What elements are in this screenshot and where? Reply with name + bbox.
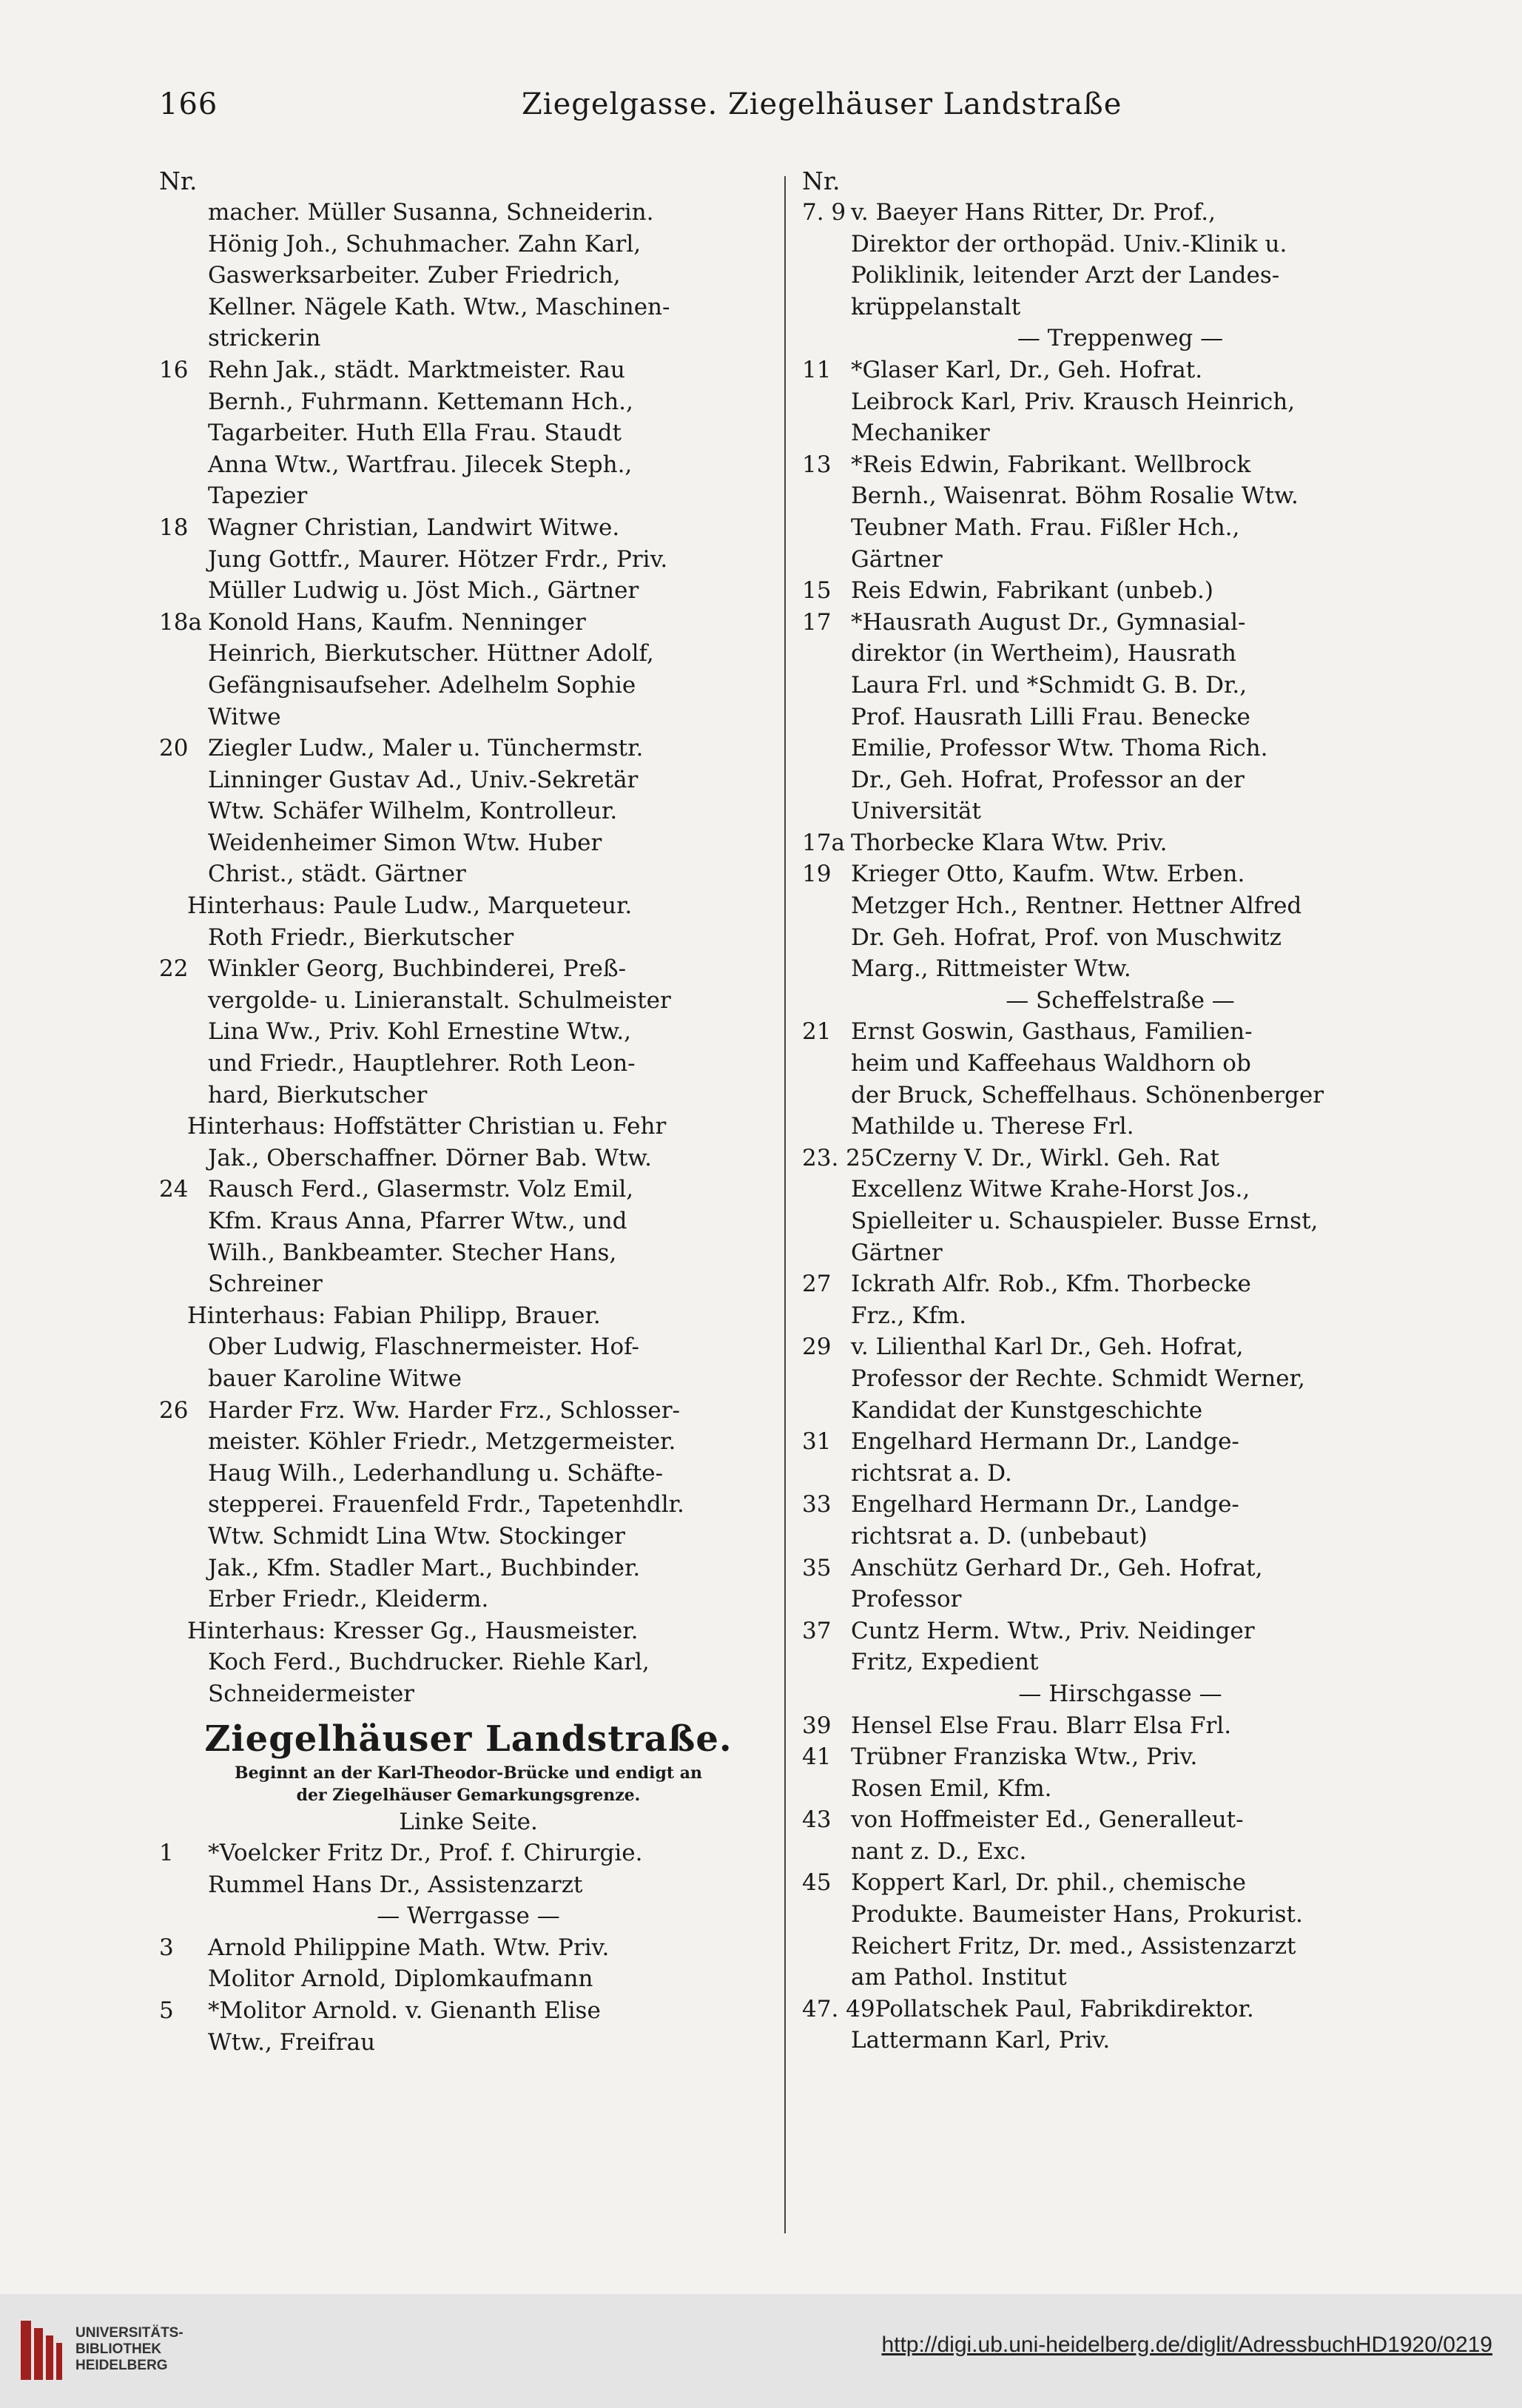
entry-text: Engelhard Hermann Dr., Landge- <box>851 1428 1239 1456</box>
cross-street-label: — Treppenweg — <box>1017 325 1224 352</box>
entry-line <box>802 1836 1438 1868</box>
entry-line <box>802 260 1438 292</box>
entry-line <box>159 1363 778 1395</box>
entry-text: vergolde- u. Linieranstalt. Schulmeister <box>208 986 671 1014</box>
library-name-line1: UNIVERSITÄTS- <box>75 2325 183 2341</box>
entry-text: Wtw., Freifrau <box>208 2028 376 2056</box>
entry-text: Heinrich, Bierkutscher. Hüttner Adolf, <box>208 640 654 667</box>
entry-line <box>159 922 778 954</box>
entry-line <box>159 1521 778 1553</box>
entry-text: Koppert Karl, Dr. phil., chemische <box>851 1869 1246 1897</box>
entry-line <box>802 480 1438 512</box>
entry-line <box>159 197 778 229</box>
entry-line <box>802 1268 1438 1300</box>
entry-line <box>159 480 778 512</box>
entry-text: Gärtner <box>851 1239 943 1266</box>
house-number: 18 <box>159 514 189 541</box>
entry-line <box>802 1899 1438 1931</box>
entry-text: Wtw. Schäfer Wilhelm, Kontrolleur. <box>208 798 618 825</box>
entry-line <box>802 1773 1438 1805</box>
entry-line <box>802 229 1438 260</box>
entry-text: Tagarbeiter. Huth Ella Frau. Staudt <box>208 420 622 447</box>
entry-text: Ober Ludwig, Flaschnermeister. Hof- <box>208 1334 639 1361</box>
entry-line <box>159 764 778 796</box>
entry-line <box>802 1048 1438 1080</box>
entry-text: Thorbecke Klara Wtw. Priv. <box>851 829 1168 856</box>
entry-line <box>159 1615 778 1647</box>
entry-line <box>159 1080 778 1111</box>
house-number: 17a <box>802 829 845 856</box>
entry-text: Laura Frl. und *Schmidt G. B. Dr., <box>851 671 1247 699</box>
entry-text: Haug Wilh., Lederhandlung u. Schäfte- <box>208 1459 664 1487</box>
entry-text: Trübner Franziska Wtw., Priv. <box>851 1743 1198 1771</box>
entry-text: Direktor der orthopäd. Univ.-Klinik u. <box>851 230 1287 258</box>
entry-line <box>802 1111 1438 1143</box>
entry-line <box>802 1489 1438 1521</box>
entry-text: Fritz, Expedient <box>851 1649 1039 1676</box>
entry-text: Jung Gottfr., Maurer. Hötzer Frdr., Priv. <box>208 545 668 573</box>
library-name-line2: BIBLIOTHEK <box>75 2341 162 2357</box>
entry-line <box>802 1647 1438 1678</box>
entry-line <box>802 292 1438 323</box>
entry-line <box>802 1741 1438 1773</box>
entry-text: Emilie, Professor Wtw. Thoma Rich. <box>851 735 1268 762</box>
entry-text: Müller Ludwig u. Jöst Mich., Gärtner <box>208 577 639 605</box>
entry-text: *Hausrath August Dr., Gymnasial- <box>851 608 1246 636</box>
entry-text: Wagner Christian, Landwirt Witwe. <box>208 514 620 541</box>
entry-text: Spielleiter u. Schauspieler. Busse Ernst, <box>851 1208 1319 1234</box>
library-logo <box>21 2303 235 2399</box>
entry-line <box>802 1458 1438 1490</box>
entry-text: von Hoffmeister Ed., Generalleut- <box>851 1806 1244 1834</box>
entry-text: Hinterhaus: Hoffstätter Christian u. Fehr <box>187 1113 667 1140</box>
column-divider <box>784 176 786 2233</box>
house-number: 26 <box>159 1396 189 1424</box>
entry-line <box>159 229 778 260</box>
entry-line <box>159 827 778 859</box>
entry-line <box>159 1995 778 2027</box>
entry-line <box>802 354 1438 386</box>
house-number: 37 <box>802 1617 832 1644</box>
entry-text: Bernh., Fuhrmann. Kettemann Hch., <box>208 388 633 415</box>
house-number: 27 <box>802 1271 832 1298</box>
house-number: 20 <box>159 735 189 762</box>
entry-line <box>159 544 778 576</box>
entry-text: und Friedr., Hauptlehrer. Roth Leon- <box>208 1050 636 1077</box>
page-number: 166 <box>159 87 218 121</box>
entry-text: bauer Karoline Witwe <box>208 1365 462 1392</box>
entry-text: Tapezier <box>208 482 308 510</box>
entry-text: Hönig Joh., Schuhmacher. Zahn Karl, <box>208 230 642 258</box>
entry-text: Jak., Oberschaffner. Dörner Bab. Wtw. <box>208 1144 653 1171</box>
house-number: 47. 49 <box>802 1995 875 2022</box>
entry-line <box>159 1869 778 1901</box>
entry-text: *Voelcker Fritz Dr., Prof. f. Chirurgie. <box>208 1840 643 1867</box>
library-logo-icon <box>21 2321 67 2380</box>
entry-line <box>802 796 1438 827</box>
entry-line <box>802 1962 1438 1994</box>
entry-line <box>159 953 778 985</box>
entry-line <box>159 638 778 670</box>
entry-line <box>159 1458 778 1490</box>
entry-text: am Pathol. Institut <box>851 1964 1067 1991</box>
entry-line <box>802 1994 1438 2025</box>
entry-text: Universität <box>851 798 981 825</box>
left-entries-after <box>159 1837 778 2058</box>
entry-line <box>159 1143 778 1174</box>
entry-line <box>159 575 778 607</box>
entry-line <box>802 922 1438 954</box>
entry-line <box>802 1363 1438 1395</box>
entry-text: Produkte. Baumeister Hans, Prokurist. <box>851 1901 1303 1928</box>
house-number: 18a <box>159 608 202 636</box>
entry-text: Gärtner <box>851 545 943 573</box>
entry-line <box>802 512 1438 544</box>
entry-text: krüppelanstalt <box>851 293 1021 320</box>
entry-line <box>802 2025 1438 2056</box>
entry-line <box>802 1710 1438 1742</box>
entry-line <box>159 702 778 733</box>
page-header <box>159 87 1439 132</box>
house-number: 16 <box>159 356 189 383</box>
entry-line <box>159 1426 778 1458</box>
entry-text: strickerin <box>208 325 321 352</box>
entry-line <box>159 292 778 323</box>
entry-line <box>159 1331 778 1363</box>
entry-text: Molitor Arnold, Diplomkaufmann <box>208 1965 593 1993</box>
entry-line <box>802 1300 1438 1332</box>
house-number: 35 <box>802 1554 832 1581</box>
entry-line <box>802 1080 1438 1111</box>
entry-line <box>159 386 778 418</box>
entry-text: Kellner. Nägele Kath. Wtw., Maschinen- <box>208 293 670 320</box>
entry-text: Ickrath Alfr. Rob., Kfm. Thorbecke <box>851 1271 1251 1298</box>
entry-line <box>802 858 1438 890</box>
entry-line <box>802 449 1438 481</box>
house-number: 11 <box>802 356 832 383</box>
entry-text: Rausch Ferd., Glasermstr. Volz Emil, <box>208 1176 634 1203</box>
entry-text: Arnold Philippine Math. Wtw. Priv. <box>208 1934 610 1961</box>
entry-text: Schneidermeister <box>208 1680 414 1707</box>
entry-line <box>159 1489 778 1521</box>
section-subtitle-1: Beginnt an der Karl-Theodor-Brücke und endigt an <box>234 1763 702 1783</box>
source-url-link[interactable]: http://digi.ub.uni-heidelberg.de/diglit/AdressbuchHD1920/0219 <box>881 2333 1492 2357</box>
entry-line <box>802 607 1438 639</box>
house-number: 1 <box>159 1840 174 1867</box>
library-name-line3: HEIDELBERG <box>75 2358 168 2373</box>
house-number: 29 <box>802 1334 832 1361</box>
entry-line <box>159 1932 778 1964</box>
entry-text: Excellenz Witwe Krahe-Horst Jos., <box>851 1176 1250 1203</box>
entry-line <box>159 1205 778 1237</box>
entry-line <box>159 1048 778 1080</box>
cross-street-label: — Scheffelstraße — <box>1006 986 1235 1014</box>
house-number: 45 <box>802 1869 832 1897</box>
entry-line <box>802 1331 1438 1363</box>
entry-text: nant z. D., Exc. <box>851 1837 1027 1865</box>
entry-text: Ernst Goswin, Gasthaus, Familien- <box>851 1018 1253 1046</box>
entry-line <box>159 354 778 386</box>
entry-text: Mechaniker <box>851 420 990 447</box>
entry-text: Kandidat der Kunstgeschichte <box>851 1396 1203 1424</box>
house-number: 33 <box>802 1491 832 1519</box>
house-number: 22 <box>159 955 189 983</box>
entry-text: Leibrock Karl, Priv. Krausch Heinrich, <box>851 388 1296 415</box>
entry-line <box>802 417 1438 449</box>
entry-line <box>159 1963 778 1995</box>
entry-text: direktor (in Wertheim), Hausrath <box>851 640 1236 667</box>
entry-line <box>802 1521 1438 1553</box>
entry-line <box>802 702 1438 733</box>
entry-line <box>159 512 778 544</box>
entry-text: Gefängnisaufseher. Adelhelm Sophie <box>208 671 636 699</box>
entry-line <box>802 1174 1438 1205</box>
entry-text: Metzger Hch., Rentner. Hettner Alfred <box>851 892 1302 920</box>
house-number: 43 <box>802 1806 832 1834</box>
entry-line <box>802 386 1438 418</box>
entry-text: Hinterhaus: Fabian Philipp, Brauer. <box>187 1302 601 1329</box>
entry-line <box>159 985 778 1017</box>
house-number: 5 <box>159 1997 174 2025</box>
cross-street-label: — Hirschgasse — <box>1018 1680 1222 1707</box>
entry-line <box>802 1395 1438 1427</box>
entry-line <box>802 1426 1438 1458</box>
entry-text: Linninger Gustav Ad., Univ.-Sekretär <box>208 766 639 793</box>
left-column <box>159 166 778 2058</box>
house-number: 19 <box>802 861 832 888</box>
entry-text: Poliklinik, leitender Arzt der Landes- <box>851 262 1280 289</box>
entry-text: Wilh., Bankbeamter. Stecher Hans, <box>208 1239 617 1266</box>
entry-line <box>802 1237 1438 1269</box>
entry-text: Winkler Georg, Buchbinderei, Preß- <box>208 955 627 983</box>
entry-text: *Reis Edwin, Fabrikant. Wellbrock <box>851 451 1251 478</box>
entry-line <box>802 890 1438 922</box>
entry-text: Witwe <box>208 703 281 730</box>
entry-line <box>159 1300 778 1332</box>
cross-street-label: — Werrgasse — <box>377 1903 560 1930</box>
side-label: Linke Seite. <box>399 1808 538 1835</box>
entry-text: Jak., Kfm. Stadler Mart., Buchbinder. <box>208 1554 641 1581</box>
entry-text: *Molitor Arnold. v. Gienanth Elise <box>208 1997 601 2025</box>
entry-text: Reichert Fritz, Dr. med., Assistenzarzt <box>851 1932 1296 1960</box>
entry-line <box>802 197 1438 229</box>
entry-text: Koch Ferd., Buchdrucker. Riehle Karl, <box>208 1649 650 1676</box>
entry-text: Schreiner <box>208 1271 323 1298</box>
house-number: 24 <box>159 1176 189 1203</box>
entry-line <box>159 1584 778 1615</box>
section-title: Ziegelhäuser Landstraße. <box>204 1718 733 1760</box>
entry-text: Hensel Else Frau. Blarr Elsa Frl. <box>851 1712 1232 1739</box>
entry-text: *Glaser Karl, Dr., Geh. Hofrat. <box>851 356 1203 383</box>
entry-line <box>802 1016 1438 1048</box>
nr-label: Nr. <box>159 167 198 195</box>
entry-line <box>802 764 1438 796</box>
entry-text: Hinterhaus: Kresser Gg., Hausmeister. <box>187 1617 639 1644</box>
entry-text: Gaswerksarbeiter. Zuber Friedrich, <box>208 262 621 289</box>
entry-text: Bernh., Waisenrat. Böhm Rosalie Wtw. <box>851 482 1299 510</box>
house-number: 21 <box>802 1018 832 1046</box>
entry-text: Wtw. Schmidt Lina Wtw. Stockinger <box>208 1522 625 1550</box>
entry-line <box>159 1016 778 1048</box>
entry-text: Professor <box>851 1586 962 1613</box>
entry-text: macher. Müller Susanna, Schneiderin. <box>208 199 654 226</box>
entry-line <box>802 670 1438 702</box>
entry-text: Dr., Geh. Hofrat, Professor an der <box>851 766 1245 793</box>
entry-text: heim und Kaffeehaus Waldhorn ob <box>851 1050 1251 1077</box>
entry-text: Lina Ww., Priv. Kohl Ernestine Wtw., <box>208 1018 632 1046</box>
entry-text: Erber Friedr., Kleiderm. <box>208 1586 489 1613</box>
footer <box>0 2294 1522 2408</box>
entry-text: Mathilde u. Therese Frl. <box>851 1113 1134 1140</box>
entry-line <box>159 260 778 292</box>
entry-text: Prof. Hausrath Lilli Frau. Benecke <box>851 703 1250 730</box>
entry-line <box>802 544 1438 576</box>
house-number: 7. 9 <box>802 199 846 226</box>
entry-text: Anna Wtw., Wartfrau. Jilecek Steph., <box>208 451 633 478</box>
entry-text: v. Lilienthal Karl Dr., Geh. Hofrat, <box>851 1334 1244 1361</box>
entry-text: der Bruck, Scheffelhaus. Schönenberger <box>851 1081 1324 1109</box>
house-number: 13 <box>802 451 832 478</box>
nr-label: Nr. <box>802 167 841 195</box>
house-number: 39 <box>802 1712 832 1739</box>
entry-line <box>159 607 778 639</box>
entry-text: Rummel Hans Dr., Assistenzarzt <box>208 1871 583 1898</box>
entry-line <box>159 1647 778 1678</box>
house-number: 41 <box>802 1743 832 1771</box>
entry-line <box>159 417 778 449</box>
left-entries <box>159 197 778 1710</box>
entry-text: Christ., städt. Gärtner <box>208 861 466 888</box>
entry-text: stepperei. Frauenfeld Frdr., Tapetenhdlr. <box>208 1491 684 1519</box>
running-title: Ziegelgasse. Ziegelhäuser Landstraße <box>522 87 1122 121</box>
entry-text: Rosen Emil, Kfm. <box>851 1775 1052 1802</box>
entry-line <box>802 1931 1438 1963</box>
entry-text: Engelhard Hermann Dr., Landge- <box>851 1491 1239 1519</box>
entry-line <box>802 638 1438 670</box>
right-column <box>802 166 1438 2056</box>
entry-text: Cuntz Herm. Wtw., Priv. Neidinger <box>851 1617 1255 1644</box>
entry-line <box>802 1867 1438 1899</box>
entry-text: richtsrat a. D. <box>851 1459 1012 1487</box>
entry-line <box>802 575 1438 607</box>
house-number: 15 <box>802 577 832 605</box>
entry-line <box>802 1553 1438 1584</box>
entry-text: meister. Köhler Friedr., Metzgermeister. <box>208 1428 676 1456</box>
entry-text: Krieger Otto, Kaufm. Wtw. Erben. <box>851 861 1245 888</box>
entry-line <box>159 858 778 890</box>
house-number: 3 <box>159 1934 174 1961</box>
entry-line <box>159 733 778 764</box>
entry-line <box>802 953 1438 985</box>
section-subtitle-2: der Ziegelhäuser Gemarkungsgrenze. <box>296 1785 641 1805</box>
entry-line <box>802 1804 1438 1836</box>
house-number: 23. 25 <box>802 1144 875 1171</box>
entry-line <box>159 1268 778 1300</box>
entry-line <box>159 1553 778 1584</box>
entry-text: Czerny V. Dr., Wirkl. Geh. Rat <box>875 1144 1219 1171</box>
entry-text: Konold Hans, Kaufm. Nenninger <box>208 608 586 636</box>
entry-line <box>159 890 778 922</box>
entry-text: Rehn Jak., städt. Marktmeister. Rau <box>208 356 625 383</box>
entry-line <box>802 1615 1438 1647</box>
entry-line <box>159 449 778 481</box>
entry-line <box>802 1143 1438 1174</box>
entry-line <box>802 827 1438 859</box>
entry-text: Professor der Rechte. Schmidt Werner, <box>851 1365 1305 1392</box>
entry-line <box>802 1205 1438 1237</box>
entry-text: Kfm. Kraus Anna, Pfarrer Wtw., und <box>208 1208 627 1234</box>
right-entries <box>802 197 1438 2056</box>
entry-text: Teubner Math. Frau. Fißler Hch., <box>851 514 1240 541</box>
entry-text: Weidenheimer Simon Wtw. Huber <box>208 829 602 856</box>
entry-text: Roth Friedr., Bierkutscher <box>208 924 514 951</box>
entry-text: Harder Frz. Ww. Harder Frz., Schlosser- <box>208 1396 681 1424</box>
entry-line <box>159 323 778 354</box>
entry-line <box>159 1837 778 1869</box>
entry-line <box>159 670 778 702</box>
entry-text: Frz., Kfm. <box>851 1302 967 1329</box>
entry-text: v. Baeyer Hans Ritter, Dr. Prof., <box>851 199 1216 226</box>
entry-text: Marg., Rittmeister Wtw. <box>851 955 1131 983</box>
entry-line <box>159 1237 778 1269</box>
entry-text: Dr. Geh. Hofrat, Prof. von Muschwitz <box>851 924 1282 951</box>
entry-line <box>159 1174 778 1205</box>
entry-line <box>159 1111 778 1143</box>
library-name <box>75 2325 183 2374</box>
entry-line <box>159 2027 778 2059</box>
entry-text: Hinterhaus: Paule Ludw., Marqueteur. <box>187 892 633 920</box>
entry-text: Reis Edwin, Fabrikant (unbeb.) <box>851 577 1213 605</box>
house-number: 17 <box>802 608 832 636</box>
entry-text: richtsrat a. D. (unbebaut) <box>851 1522 1148 1550</box>
entry-line <box>159 1395 778 1427</box>
entry-text: Ziegler Ludw., Maler u. Tünchermstr. <box>208 735 644 762</box>
entry-text: hard, Bierkutscher <box>208 1081 428 1109</box>
entry-text: Anschütz Gerhard Dr., Geh. Hofrat, <box>851 1554 1263 1581</box>
house-number: 31 <box>802 1428 832 1456</box>
entry-line <box>802 1584 1438 1615</box>
entry-line <box>159 796 778 827</box>
entry-text: Lattermann Karl, Priv. <box>851 2027 1111 2054</box>
entry-text: Pollatschek Paul, Fabrikdirektor. <box>875 1995 1254 2022</box>
entry-line <box>802 733 1438 764</box>
entry-line <box>159 1678 778 1710</box>
